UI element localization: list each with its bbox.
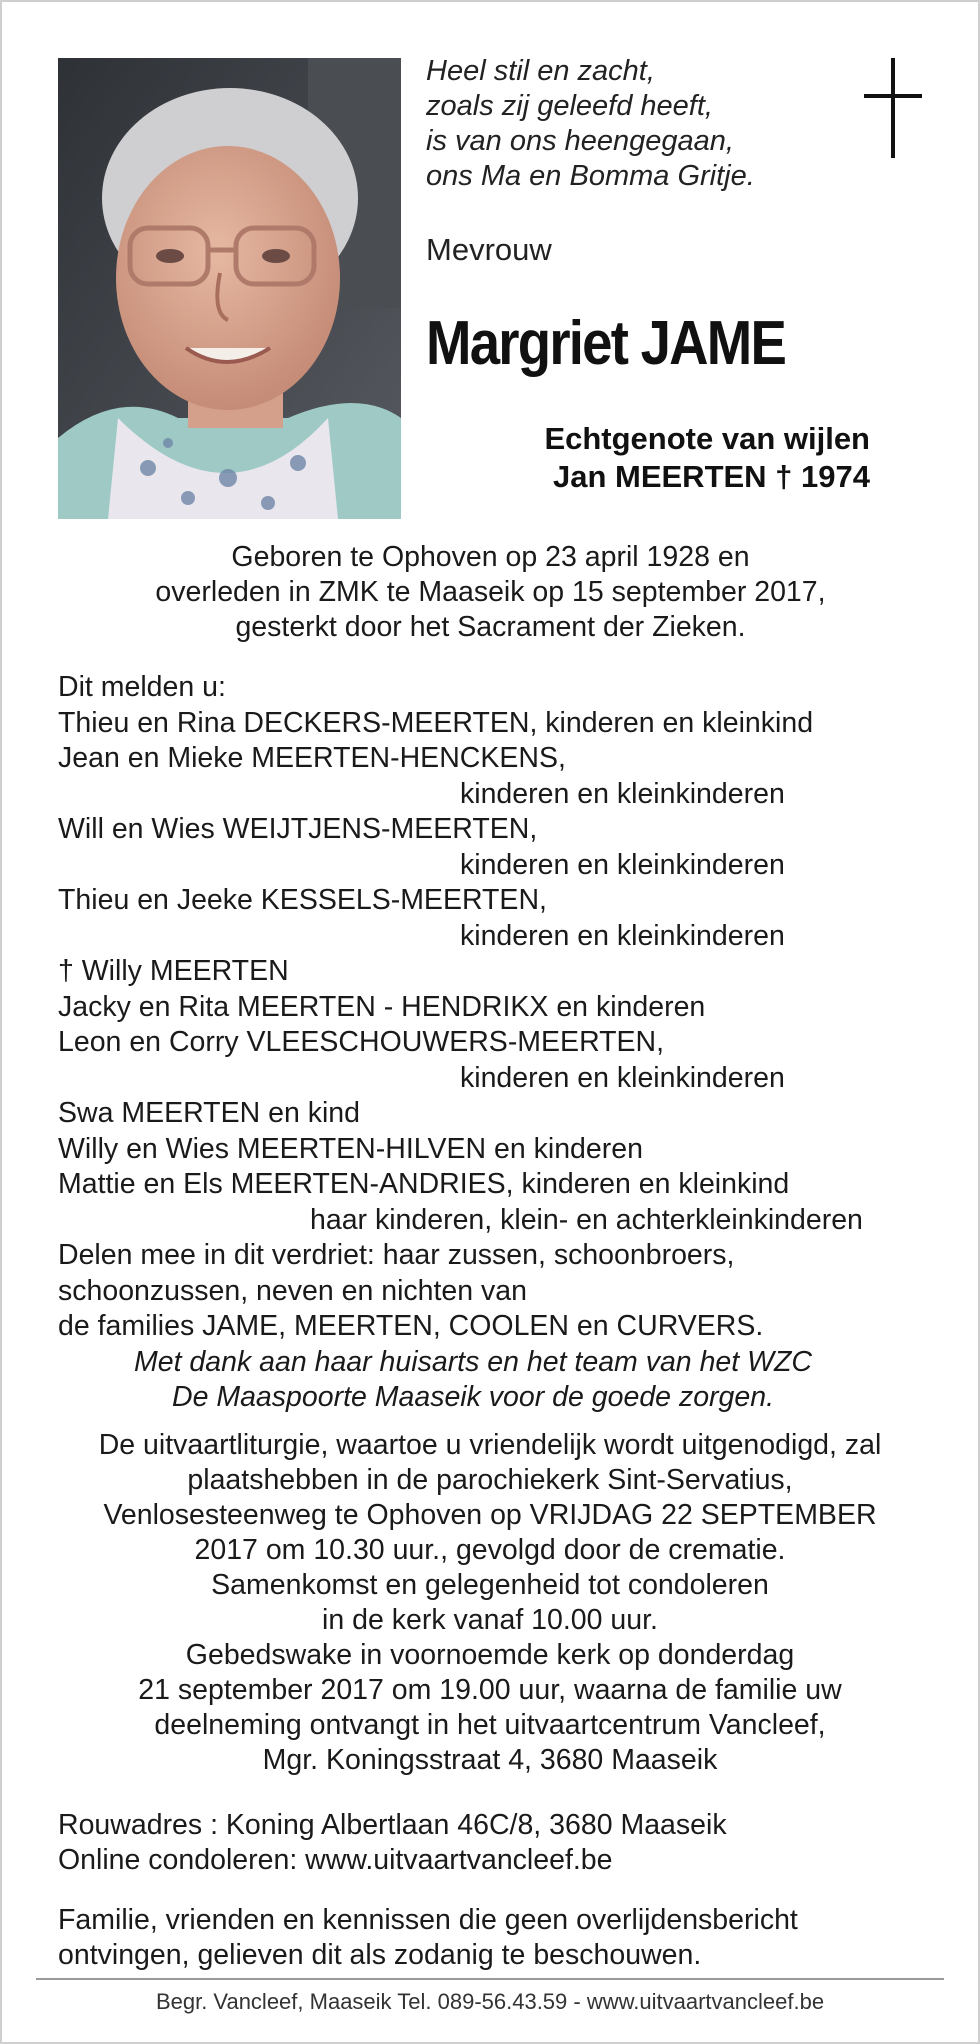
service-line: Gebedswake in voornoemde kerk op donderdag bbox=[185, 1639, 795, 1671]
list-item: Will en Wies WEIJTJENS-MEERTEN, bbox=[58, 813, 538, 845]
contact-info bbox=[58, 1808, 938, 1878]
spouse-line: Jan MEERTEN † 1974 bbox=[552, 459, 870, 494]
service-line: Samenkomst en gelegenheid tot condoleren bbox=[211, 1569, 769, 1601]
family-note-line: ontvingen, gelieven dit als zodanig te beschouwen. bbox=[58, 1939, 702, 1971]
funeral-service-info bbox=[40, 1428, 940, 1778]
list-item-relation: kinderen en kleinkinderen bbox=[460, 1061, 785, 1094]
family-note bbox=[58, 1903, 938, 1973]
list-item: haar kinderen, klein- en achterkleinkinderen bbox=[310, 1203, 863, 1236]
announcement-list bbox=[58, 670, 938, 1416]
portrait-photo bbox=[58, 58, 401, 519]
list-item-relation: kinderen en kleinkinderen bbox=[460, 919, 785, 952]
thanks-line: Met dank aan haar huisarts en het team van het WZC bbox=[133, 1345, 813, 1378]
list-item: † Willy MEERTEN bbox=[58, 955, 289, 987]
poem-line: zoals zij geleefd heeft, bbox=[426, 90, 713, 122]
list-item: Thieu en Jeeke KESSELS-MEERTEN, bbox=[58, 884, 547, 916]
list-item-relation: kinderen en kleinkinderen bbox=[460, 848, 785, 881]
deceased-name: Margriet JAME bbox=[426, 309, 786, 378]
honorific: Mevrouw bbox=[426, 232, 552, 267]
service-line: in de kerk vanaf 10.00 uur. bbox=[322, 1604, 658, 1636]
service-line: 21 september 2017 om 19.00 uur, waarna de familie uw bbox=[138, 1674, 842, 1706]
list-item: Thieu en Rina DECKERS-MEERTEN, kinderen en kleinkind bbox=[58, 706, 814, 739]
list-intro: Dit melden u: bbox=[58, 671, 226, 703]
service-line: Mgr. Koningsstraat 4, 3680 Maaseik bbox=[262, 1744, 718, 1776]
cross-icon bbox=[864, 58, 922, 158]
sacrament-line: gesterkt door het Sacrament der Zieken. bbox=[235, 611, 746, 643]
poem-line: is van ons heengegaan, bbox=[426, 125, 734, 157]
footer-undertaker: Begr. Vancleef, Maaseik Tel. 089-56.43.59 - www.uitvaartvancleef.be bbox=[155, 1989, 825, 2014]
birth-death-info bbox=[58, 540, 923, 645]
birth-line: Geboren te Ophoven op 23 april 1928 en bbox=[231, 541, 750, 573]
poem bbox=[426, 54, 846, 194]
poem-line: Heel stil en zacht, bbox=[426, 55, 655, 87]
poem-line: ons Ma en Bomma Gritje. bbox=[426, 160, 755, 192]
spouse-line: Echtgenote van wijlen bbox=[544, 421, 870, 456]
divider bbox=[36, 1978, 944, 1980]
spouse-info bbox=[430, 420, 870, 496]
list-item: Delen mee in dit verdriet: haar zussen, schoonbroers, bbox=[58, 1239, 735, 1271]
list-item: Jean en Mieke MEERTEN-HENCKENS, bbox=[58, 742, 566, 774]
list-item: Leon en Corry VLEESCHOUWERS-MEERTEN, bbox=[58, 1026, 665, 1058]
online-condolence: Online condoleren: www.uitvaartvancleef.be bbox=[58, 1844, 613, 1876]
thanks-line: De Maaspoorte Maaseik voor de goede zorgen. bbox=[171, 1381, 775, 1413]
list-item: Swa MEERTEN en kind bbox=[58, 1097, 361, 1129]
service-line: plaatshebben in de parochiekerk Sint-Servatius, bbox=[187, 1464, 793, 1496]
mourning-address: Rouwadres : Koning Albertlaan 46C/8, 3680 Maaseik bbox=[58, 1809, 727, 1841]
list-item: Mattie en Els MEERTEN-ANDRIES, kinderen en kleinkind bbox=[58, 1168, 790, 1200]
service-line: 2017 om 10.30 uur., gevolgd door de crematie. bbox=[194, 1534, 786, 1566]
list-item: Jacky en Rita MEERTEN - HENDRIKX en kinderen bbox=[58, 990, 706, 1023]
death-line: overleden in ZMK te Maaseik op 15 september 2017, bbox=[155, 576, 826, 608]
family-note-line: Familie, vrienden en kennissen die geen overlijdensbericht bbox=[58, 1904, 798, 1936]
service-line: Venlosesteenweg te Ophoven op VRIJDAG 22 SEPTEMBER bbox=[103, 1499, 877, 1531]
list-item-relation: kinderen en kleinkinderen bbox=[460, 777, 785, 810]
list-item: Willy en Wies MEERTEN-HILVEN en kinderen bbox=[58, 1132, 643, 1165]
list-item: de families JAME, MEERTEN, COOLEN en CURVERS. bbox=[58, 1310, 764, 1342]
list-item: schoonzussen, neven en nichten van bbox=[58, 1274, 527, 1307]
service-line: De uitvaartliturgie, waartoe u vriendelijk wordt uitgenodigd, zal bbox=[98, 1429, 882, 1461]
service-line: deelneming ontvangt in het uitvaartcentrum Vancleef, bbox=[154, 1709, 826, 1741]
